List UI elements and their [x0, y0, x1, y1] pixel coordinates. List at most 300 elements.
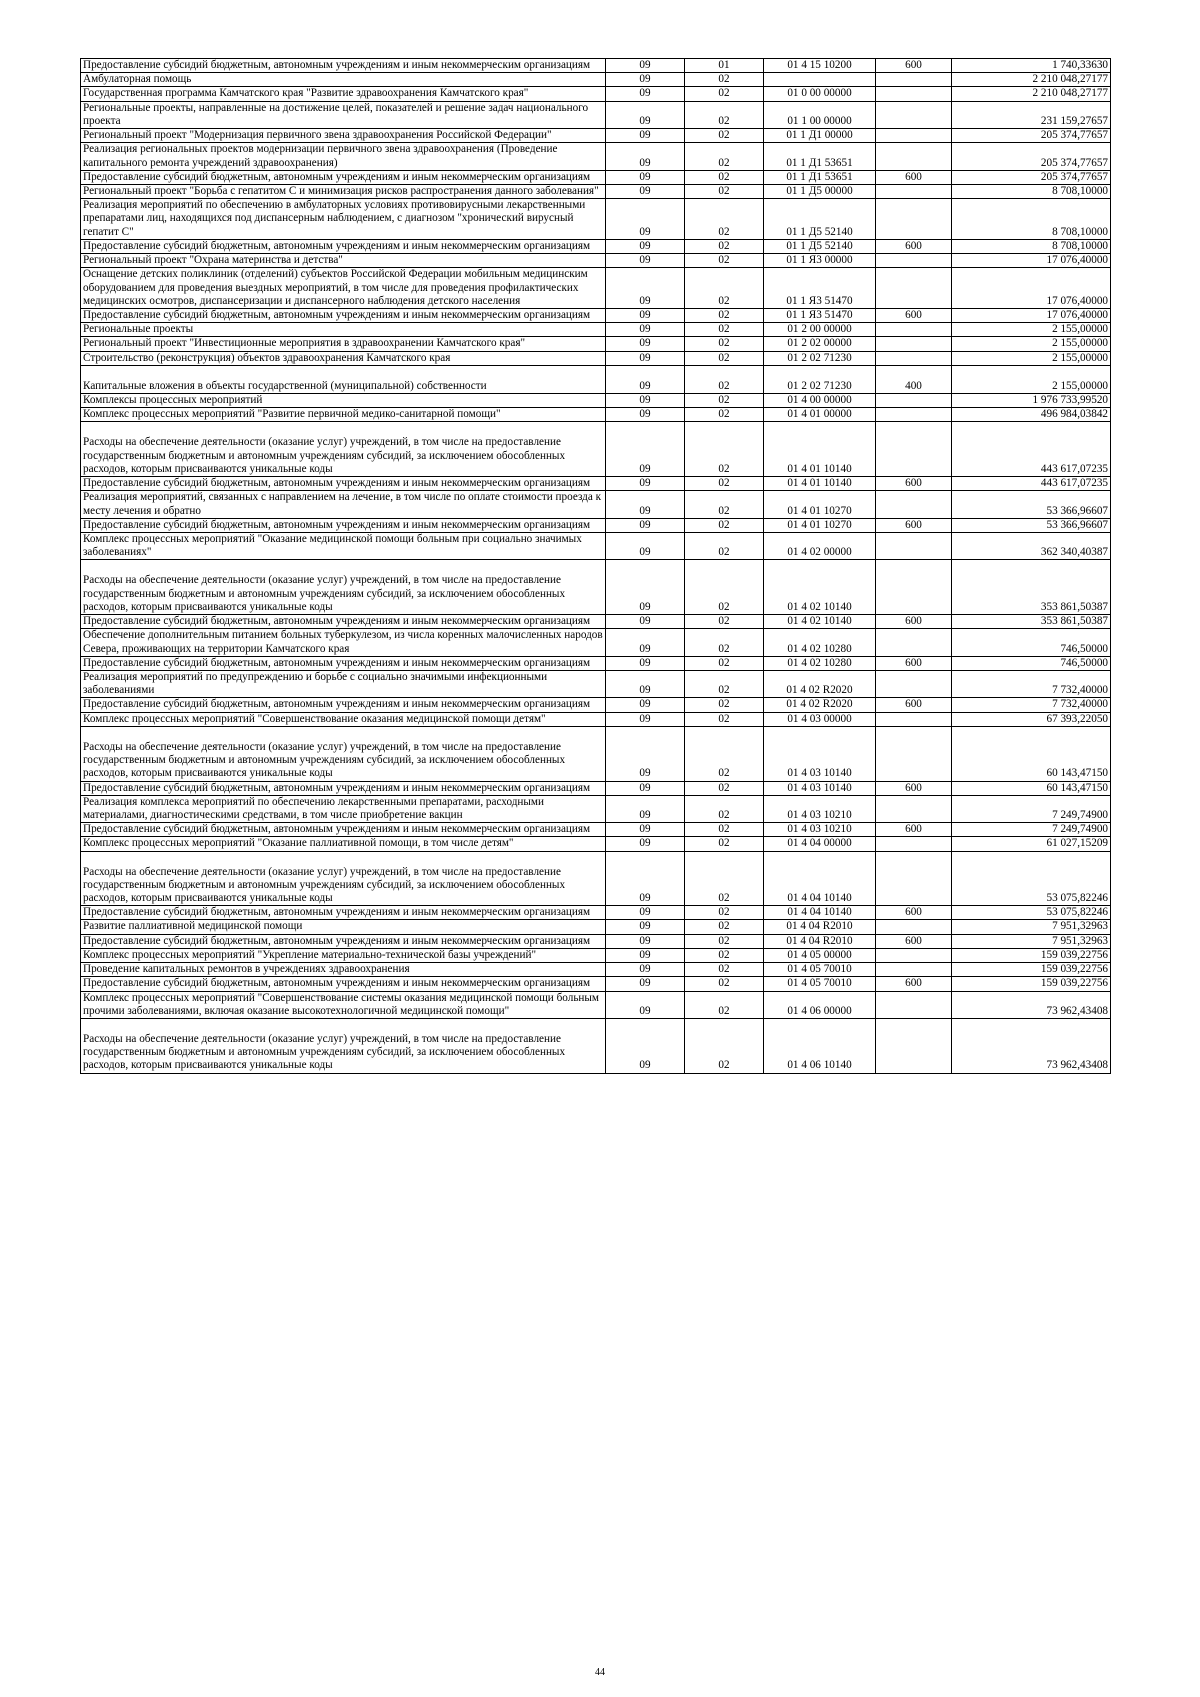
table-row [81, 948, 1111, 962]
table-row [81, 795, 1111, 822]
row-name-cell: Предоставление субсидий бюджетным, автономным учреждениям и иным некоммерческим организациям [81, 477, 606, 491]
row-name-cell: Государственная программа Камчатского края "Развитие здравоохранения Камчатского края" [81, 87, 606, 101]
row-section-cell: 09 [606, 268, 685, 309]
row-subsection-cell: 02 [685, 615, 764, 629]
row-subsection-cell: 02 [685, 491, 764, 518]
row-name-cell: Реализация мероприятий, связанных с направлением на лечение, в том числе по оплате стоимости проезда к месту лечения и обратно [81, 491, 606, 518]
row-amount-cell: 2 210 048,27177 [952, 73, 1111, 87]
row-section-cell: 09 [606, 560, 685, 615]
row-subsection-cell: 02 [685, 560, 764, 615]
row-amount-cell: 60 143,47150 [952, 781, 1111, 795]
row-target-code-cell: 01 2 02 00000 [764, 337, 876, 351]
row-name-cell: Комплекс процессных мероприятий "Развитие первичной медико-санитарной помощи" [81, 408, 606, 422]
row-section-cell: 09 [606, 422, 685, 477]
table-row [81, 408, 1111, 422]
row-target-code-cell: 01 1 Я3 51470 [764, 308, 876, 322]
table-row [81, 991, 1111, 1018]
row-section-cell: 09 [606, 823, 685, 837]
table-row [81, 518, 1111, 532]
row-target-code-cell: 01 1 Д1 00000 [764, 129, 876, 143]
table-row [81, 477, 1111, 491]
row-target-code-cell: 01 4 02 10140 [764, 560, 876, 615]
row-section-cell: 09 [606, 170, 685, 184]
row-expense-type-cell [876, 254, 952, 268]
row-section-cell: 09 [606, 101, 685, 128]
row-expense-type-cell [876, 795, 952, 822]
row-name-cell: Предоставление субсидий бюджетным, автономным учреждениям и иным некоммерческим организациям [81, 239, 606, 253]
row-amount-cell: 7 249,74900 [952, 795, 1111, 822]
row-section-cell: 09 [606, 977, 685, 991]
table-row [81, 323, 1111, 337]
table-row [81, 934, 1111, 948]
row-section-cell: 09 [606, 518, 685, 532]
row-amount-cell: 7 732,40000 [952, 698, 1111, 712]
row-section-cell: 09 [606, 906, 685, 920]
table-row [81, 184, 1111, 198]
page-number: 44 [595, 1667, 605, 1678]
row-amount-cell: 73 962,43408 [952, 1019, 1111, 1074]
row-target-code-cell: 01 2 02 71230 [764, 351, 876, 365]
row-expense-type-cell: 600 [876, 518, 952, 532]
table-row [81, 422, 1111, 477]
row-expense-type-cell: 600 [876, 977, 952, 991]
row-subsection-cell: 02 [685, 365, 764, 393]
row-name-cell: Региональные проекты, направленные на достижение целей, показателей и решение задач национального проекта [81, 101, 606, 128]
row-section-cell: 09 [606, 337, 685, 351]
row-expense-type-cell: 600 [876, 781, 952, 795]
row-section-cell: 09 [606, 712, 685, 726]
row-expense-type-cell [876, 101, 952, 128]
row-subsection-cell: 02 [685, 533, 764, 560]
row-section-cell: 09 [606, 254, 685, 268]
table-row [81, 254, 1111, 268]
row-subsection-cell: 02 [685, 239, 764, 253]
row-amount-cell: 443 617,07235 [952, 477, 1111, 491]
row-expense-type-cell [876, 533, 952, 560]
row-section-cell: 09 [606, 351, 685, 365]
row-subsection-cell: 02 [685, 851, 764, 906]
row-target-code-cell: 01 4 00 00000 [764, 394, 876, 408]
row-name-cell: Региональный проект "Инвестиционные мероприятия в здравоохранении Камчатского края" [81, 337, 606, 351]
table-row [81, 129, 1111, 143]
row-amount-cell: 159 039,22756 [952, 948, 1111, 962]
row-section-cell: 09 [606, 781, 685, 795]
table-row [81, 101, 1111, 128]
row-target-code-cell: 01 4 01 10270 [764, 491, 876, 518]
row-subsection-cell: 02 [685, 781, 764, 795]
row-target-code-cell: 01 4 04 R2010 [764, 920, 876, 934]
row-expense-type-cell [876, 408, 952, 422]
row-subsection-cell: 02 [685, 323, 764, 337]
row-expense-type-cell [876, 920, 952, 934]
row-expense-type-cell [876, 712, 952, 726]
row-expense-type-cell [876, 422, 952, 477]
row-target-code-cell: 01 1 Д1 53651 [764, 170, 876, 184]
table-row [81, 670, 1111, 697]
row-name-cell: Комплекс процессных мероприятий "Совершенствование оказания медицинской помощи детям" [81, 712, 606, 726]
row-subsection-cell: 02 [685, 963, 764, 977]
row-expense-type-cell [876, 337, 952, 351]
row-expense-type-cell [876, 963, 952, 977]
row-name-cell: Расходы на обеспечение деятельности (оказание услуг) учреждений, в том числе на предоставление государственным бюджетным и автономным учреждениям субсидий, за исключением обособленных расходов, которым присваиваются уникальные коды [81, 851, 606, 906]
row-subsection-cell: 02 [685, 670, 764, 697]
row-expense-type-cell: 600 [876, 170, 952, 184]
row-target-code-cell: 01 4 04 R2010 [764, 934, 876, 948]
row-expense-type-cell: 600 [876, 477, 952, 491]
table-row [81, 698, 1111, 712]
row-section-cell: 09 [606, 323, 685, 337]
table-row [81, 365, 1111, 393]
table-row [81, 712, 1111, 726]
row-amount-cell: 1 976 733,99520 [952, 394, 1111, 408]
row-amount-cell: 8 708,10000 [952, 239, 1111, 253]
row-subsection-cell: 02 [685, 337, 764, 351]
row-name-cell: Предоставление субсидий бюджетным, автономным учреждениям и иным некоммерческим организациям [81, 170, 606, 184]
row-name-cell: Региональный проект "Борьба с гепатитом С и минимизация рисков распространения данного заболевания" [81, 184, 606, 198]
table-row [81, 73, 1111, 87]
row-target-code-cell: 01 1 Я3 00000 [764, 254, 876, 268]
row-name-cell: Проведение капитальных ремонтов в учреждениях здравоохранения [81, 963, 606, 977]
row-name-cell: Амбулаторная помощь [81, 73, 606, 87]
row-target-code-cell: 01 1 00 00000 [764, 101, 876, 128]
row-subsection-cell: 02 [685, 712, 764, 726]
row-section-cell: 09 [606, 87, 685, 101]
table-row [81, 143, 1111, 170]
row-expense-type-cell: 600 [876, 698, 952, 712]
row-amount-cell: 353 861,50387 [952, 615, 1111, 629]
row-subsection-cell: 02 [685, 477, 764, 491]
row-section-cell: 09 [606, 837, 685, 851]
row-name-cell: Оснащение детских поликлиник (отделений) субъектов Российской Федерации мобильным медицинским оборудованием для проведения выездных мероприятий, в том числе для проведения профилактических медицинских осмотров, диспансеризации и диспансерного наблюдения детского населения [81, 268, 606, 309]
row-subsection-cell: 02 [685, 518, 764, 532]
row-expense-type-cell: 600 [876, 615, 952, 629]
row-name-cell: Реализация региональных проектов модернизации первичного звена здравоохранения (Проведение капитального ремонта учреждений здравоохранения) [81, 143, 606, 170]
row-name-cell: Комплекс процессных мероприятий "Укрепление материально-технической базы учреждений" [81, 948, 606, 962]
row-target-code-cell: 01 4 06 00000 [764, 991, 876, 1018]
row-expense-type-cell: 600 [876, 656, 952, 670]
row-amount-cell: 362 340,40387 [952, 533, 1111, 560]
row-subsection-cell: 02 [685, 1019, 764, 1074]
row-expense-type-cell [876, 184, 952, 198]
row-expense-type-cell: 600 [876, 934, 952, 948]
row-expense-type-cell [876, 199, 952, 240]
row-target-code-cell: 01 4 02 R2020 [764, 698, 876, 712]
row-name-cell: Расходы на обеспечение деятельности (оказание услуг) учреждений, в том числе на предоставление государственным бюджетным и автономным учреждениям субсидий, за исключением обособленных расходов, которым присваиваются уникальные коды [81, 422, 606, 477]
row-amount-cell: 159 039,22756 [952, 963, 1111, 977]
row-section-cell: 09 [606, 365, 685, 393]
row-expense-type-cell: 600 [876, 823, 952, 837]
row-section-cell: 09 [606, 920, 685, 934]
row-name-cell: Предоставление субсидий бюджетным, автономным учреждениям и иным некоммерческим организациям [81, 518, 606, 532]
row-subsection-cell: 02 [685, 422, 764, 477]
row-section-cell: 09 [606, 199, 685, 240]
row-amount-cell: 7 951,32963 [952, 934, 1111, 948]
row-expense-type-cell [876, 87, 952, 101]
row-target-code-cell: 01 4 02 00000 [764, 533, 876, 560]
row-amount-cell: 231 159,27657 [952, 101, 1111, 128]
row-target-code-cell: 01 4 01 10140 [764, 477, 876, 491]
table-row [81, 394, 1111, 408]
row-subsection-cell: 02 [685, 199, 764, 240]
row-amount-cell: 159 039,22756 [952, 977, 1111, 991]
row-amount-cell: 205 374,77657 [952, 129, 1111, 143]
row-subsection-cell: 02 [685, 948, 764, 962]
budget-table-body [81, 59, 1111, 1074]
row-amount-cell: 1 740,33630 [952, 59, 1111, 73]
row-amount-cell: 7 732,40000 [952, 670, 1111, 697]
table-row [81, 851, 1111, 906]
row-subsection-cell: 02 [685, 73, 764, 87]
row-name-cell: Комплексы процессных мероприятий [81, 394, 606, 408]
row-subsection-cell: 02 [685, 920, 764, 934]
row-name-cell: Предоставление субсидий бюджетным, автономным учреждениям и иным некоммерческим организациям [81, 781, 606, 795]
row-target-code-cell: 01 1 Д5 52140 [764, 199, 876, 240]
row-target-code-cell: 01 4 01 10270 [764, 518, 876, 532]
row-expense-type-cell [876, 1019, 952, 1074]
row-subsection-cell: 02 [685, 87, 764, 101]
row-section-cell: 09 [606, 477, 685, 491]
row-section-cell: 09 [606, 795, 685, 822]
row-section-cell: 09 [606, 670, 685, 697]
row-expense-type-cell [876, 851, 952, 906]
row-amount-cell: 53 075,82246 [952, 906, 1111, 920]
row-target-code-cell: 01 2 02 71230 [764, 365, 876, 393]
table-row [81, 491, 1111, 518]
row-target-code-cell: 01 0 00 00000 [764, 87, 876, 101]
row-name-cell: Региональные проекты [81, 323, 606, 337]
row-target-code-cell: 01 1 Я3 51470 [764, 268, 876, 309]
row-expense-type-cell [876, 991, 952, 1018]
row-target-code-cell: 01 1 Д5 52140 [764, 239, 876, 253]
row-subsection-cell: 02 [685, 823, 764, 837]
row-section-cell: 09 [606, 963, 685, 977]
row-target-code-cell: 01 4 03 10140 [764, 726, 876, 781]
row-target-code-cell: 01 4 02 R2020 [764, 670, 876, 697]
row-expense-type-cell [876, 726, 952, 781]
row-name-cell: Комплекс процессных мероприятий "Оказание паллиативной помощи, в том числе детям" [81, 837, 606, 851]
table-row [81, 837, 1111, 851]
row-expense-type-cell [876, 351, 952, 365]
row-target-code-cell: 01 4 04 10140 [764, 851, 876, 906]
table-row [81, 337, 1111, 351]
row-expense-type-cell [876, 948, 952, 962]
table-row [81, 199, 1111, 240]
row-amount-cell: 205 374,77657 [952, 170, 1111, 184]
table-row [81, 823, 1111, 837]
row-name-cell: Предоставление субсидий бюджетным, автономным учреждениям и иным некоммерческим организациям [81, 934, 606, 948]
table-row [81, 920, 1111, 934]
row-expense-type-cell [876, 491, 952, 518]
table-row [81, 726, 1111, 781]
row-amount-cell: 443 617,07235 [952, 422, 1111, 477]
row-amount-cell: 2 210 048,27177 [952, 87, 1111, 101]
row-amount-cell: 2 155,00000 [952, 365, 1111, 393]
row-section-cell: 09 [606, 656, 685, 670]
row-expense-type-cell [876, 323, 952, 337]
table-row [81, 560, 1111, 615]
row-expense-type-cell [876, 394, 952, 408]
row-amount-cell: 2 155,00000 [952, 323, 1111, 337]
table-row [81, 239, 1111, 253]
row-subsection-cell: 02 [685, 795, 764, 822]
row-target-code-cell: 01 4 03 10210 [764, 823, 876, 837]
row-target-code-cell: 01 4 15 10200 [764, 59, 876, 73]
row-expense-type-cell [876, 629, 952, 656]
row-section-cell: 09 [606, 59, 685, 73]
row-amount-cell: 73 962,43408 [952, 991, 1111, 1018]
table-row [81, 963, 1111, 977]
table-row [81, 533, 1111, 560]
row-subsection-cell: 02 [685, 308, 764, 322]
row-subsection-cell: 02 [685, 629, 764, 656]
row-subsection-cell: 02 [685, 408, 764, 422]
row-amount-cell: 53 366,96607 [952, 518, 1111, 532]
row-subsection-cell: 02 [685, 170, 764, 184]
row-section-cell: 09 [606, 726, 685, 781]
row-subsection-cell: 02 [685, 906, 764, 920]
row-amount-cell: 746,50000 [952, 629, 1111, 656]
row-section-cell: 09 [606, 73, 685, 87]
row-subsection-cell: 02 [685, 991, 764, 1018]
row-subsection-cell: 02 [685, 726, 764, 781]
table-row [81, 629, 1111, 656]
table-row [81, 615, 1111, 629]
row-name-cell: Предоставление субсидий бюджетным, автономным учреждениям и иным некоммерческим организациям [81, 615, 606, 629]
table-row [81, 59, 1111, 73]
row-expense-type-cell [876, 129, 952, 143]
row-subsection-cell: 02 [685, 101, 764, 128]
row-amount-cell: 8 708,10000 [952, 184, 1111, 198]
table-row [81, 977, 1111, 991]
row-target-code-cell: 01 4 01 00000 [764, 408, 876, 422]
row-section-cell: 09 [606, 239, 685, 253]
row-target-code-cell: 01 4 01 10140 [764, 422, 876, 477]
row-name-cell: Расходы на обеспечение деятельности (оказание услуг) учреждений, в том числе на предоставление государственным бюджетным и автономным учреждениям субсидий, за исключением обособленных расходов, которым присваиваются уникальные коды [81, 726, 606, 781]
row-target-code-cell: 01 4 05 70010 [764, 963, 876, 977]
row-name-cell: Развитие паллиативной медицинской помощи [81, 920, 606, 934]
table-row [81, 170, 1111, 184]
row-expense-type-cell: 400 [876, 365, 952, 393]
table-row [81, 268, 1111, 309]
row-section-cell: 09 [606, 991, 685, 1018]
row-subsection-cell: 01 [685, 59, 764, 73]
row-amount-cell: 67 393,22050 [952, 712, 1111, 726]
row-amount-cell: 353 861,50387 [952, 560, 1111, 615]
row-target-code-cell [764, 73, 876, 87]
table-row [81, 351, 1111, 365]
row-target-code-cell: 01 4 05 00000 [764, 948, 876, 962]
row-subsection-cell: 02 [685, 184, 764, 198]
table-row [81, 87, 1111, 101]
row-section-cell: 09 [606, 934, 685, 948]
row-expense-type-cell [876, 143, 952, 170]
row-subsection-cell: 02 [685, 268, 764, 309]
row-section-cell: 09 [606, 615, 685, 629]
row-subsection-cell: 02 [685, 656, 764, 670]
row-section-cell: 09 [606, 533, 685, 560]
row-name-cell: Реализация мероприятий по предупреждению и борьбе с социально значимыми инфекционными заболеваниями [81, 670, 606, 697]
row-amount-cell: 2 155,00000 [952, 337, 1111, 351]
row-section-cell: 09 [606, 948, 685, 962]
row-expense-type-cell [876, 560, 952, 615]
row-expense-type-cell: 600 [876, 308, 952, 322]
row-section-cell: 09 [606, 851, 685, 906]
budget-table [80, 58, 1111, 1074]
row-target-code-cell: 01 2 00 00000 [764, 323, 876, 337]
row-target-code-cell: 01 4 04 10140 [764, 906, 876, 920]
row-amount-cell: 8 708,10000 [952, 199, 1111, 240]
row-amount-cell: 61 027,15209 [952, 837, 1111, 851]
row-amount-cell: 53 366,96607 [952, 491, 1111, 518]
row-name-cell: Предоставление субсидий бюджетным, автономным учреждениям и иным некоммерческим организациям [81, 698, 606, 712]
row-target-code-cell: 01 4 02 10140 [764, 615, 876, 629]
row-section-cell: 09 [606, 129, 685, 143]
row-section-cell: 09 [606, 491, 685, 518]
row-name-cell: Комплекс процессных мероприятий "Оказание медицинской помощи больным при социально значимых заболеваниях" [81, 533, 606, 560]
row-subsection-cell: 02 [685, 394, 764, 408]
row-name-cell: Капитальные вложения в объекты государственной (муниципальной) собственности [81, 365, 606, 393]
row-amount-cell: 53 075,82246 [952, 851, 1111, 906]
row-section-cell: 09 [606, 408, 685, 422]
row-subsection-cell: 02 [685, 143, 764, 170]
row-subsection-cell: 02 [685, 698, 764, 712]
row-target-code-cell: 01 4 05 70010 [764, 977, 876, 991]
row-name-cell: Предоставление субсидий бюджетным, автономным учреждениям и иным некоммерческим организациям [81, 59, 606, 73]
row-target-code-cell: 01 1 Д1 53651 [764, 143, 876, 170]
table-row [81, 308, 1111, 322]
row-name-cell: Региональный проект "Модернизация первичного звена здравоохранения Российской Федерации" [81, 129, 606, 143]
row-name-cell: Реализация мероприятий по обеспечению в амбулаторных условиях противовирусными лекарственными препаратами лиц, находящихся под диспансерным наблюдением, с диагнозом "хронический вирусный гепатит С" [81, 199, 606, 240]
row-target-code-cell: 01 4 03 00000 [764, 712, 876, 726]
row-target-code-cell: 01 4 03 10140 [764, 781, 876, 795]
row-name-cell: Предоставление субсидий бюджетным, автономным учреждениям и иным некоммерческим организациям [81, 977, 606, 991]
row-name-cell: Реализация комплекса мероприятий по обеспечению лекарственными препаратами, расходными материалами, диагностическими средствами, в том числе приобретение вакцин [81, 795, 606, 822]
row-expense-type-cell [876, 268, 952, 309]
row-target-code-cell: 01 4 02 10280 [764, 629, 876, 656]
row-amount-cell: 7 951,32963 [952, 920, 1111, 934]
row-target-code-cell: 01 4 06 10140 [764, 1019, 876, 1074]
row-name-cell: Региональный проект "Охрана материнства и детства" [81, 254, 606, 268]
row-name-cell: Строительство (реконструкция) объектов здравоохранения Камчатского края [81, 351, 606, 365]
table-row [81, 1019, 1111, 1074]
row-target-code-cell: 01 4 02 10280 [764, 656, 876, 670]
row-section-cell: 09 [606, 629, 685, 656]
row-name-cell: Предоставление субсидий бюджетным, автономным учреждениям и иным некоммерческим организациям [81, 308, 606, 322]
row-subsection-cell: 02 [685, 351, 764, 365]
row-section-cell: 09 [606, 143, 685, 170]
row-section-cell: 09 [606, 1019, 685, 1074]
row-name-cell: Расходы на обеспечение деятельности (оказание услуг) учреждений, в том числе на предоставление государственным бюджетным и автономным учреждениям субсидий, за исключением обособленных расходов, которым присваиваются уникальные коды [81, 1019, 606, 1074]
row-amount-cell: 496 984,03842 [952, 408, 1111, 422]
row-subsection-cell: 02 [685, 254, 764, 268]
row-expense-type-cell [876, 670, 952, 697]
row-expense-type-cell [876, 837, 952, 851]
row-amount-cell: 205 374,77657 [952, 143, 1111, 170]
table-row [81, 781, 1111, 795]
row-name-cell: Комплекс процессных мероприятий "Совершенствование системы оказания медицинской помощи больным прочими заболеваниями, включая оказание высокотехнологичной медицинской помощи" [81, 991, 606, 1018]
row-expense-type-cell: 600 [876, 906, 952, 920]
row-expense-type-cell [876, 73, 952, 87]
row-section-cell: 09 [606, 698, 685, 712]
row-amount-cell: 17 076,40000 [952, 268, 1111, 309]
row-subsection-cell: 02 [685, 934, 764, 948]
row-name-cell: Обеспечение дополнительным питанием больных туберкулезом, из числа коренных малочисленных народов Севера, проживающих на территории Камчатского края [81, 629, 606, 656]
row-section-cell: 09 [606, 394, 685, 408]
row-target-code-cell: 01 4 04 00000 [764, 837, 876, 851]
row-name-cell: Расходы на обеспечение деятельности (оказание услуг) учреждений, в том числе на предоставление государственным бюджетным и автономным учреждениям субсидий, за исключением обособленных расходов, которым присваиваются уникальные коды [81, 560, 606, 615]
table-row [81, 656, 1111, 670]
row-expense-type-cell: 600 [876, 239, 952, 253]
